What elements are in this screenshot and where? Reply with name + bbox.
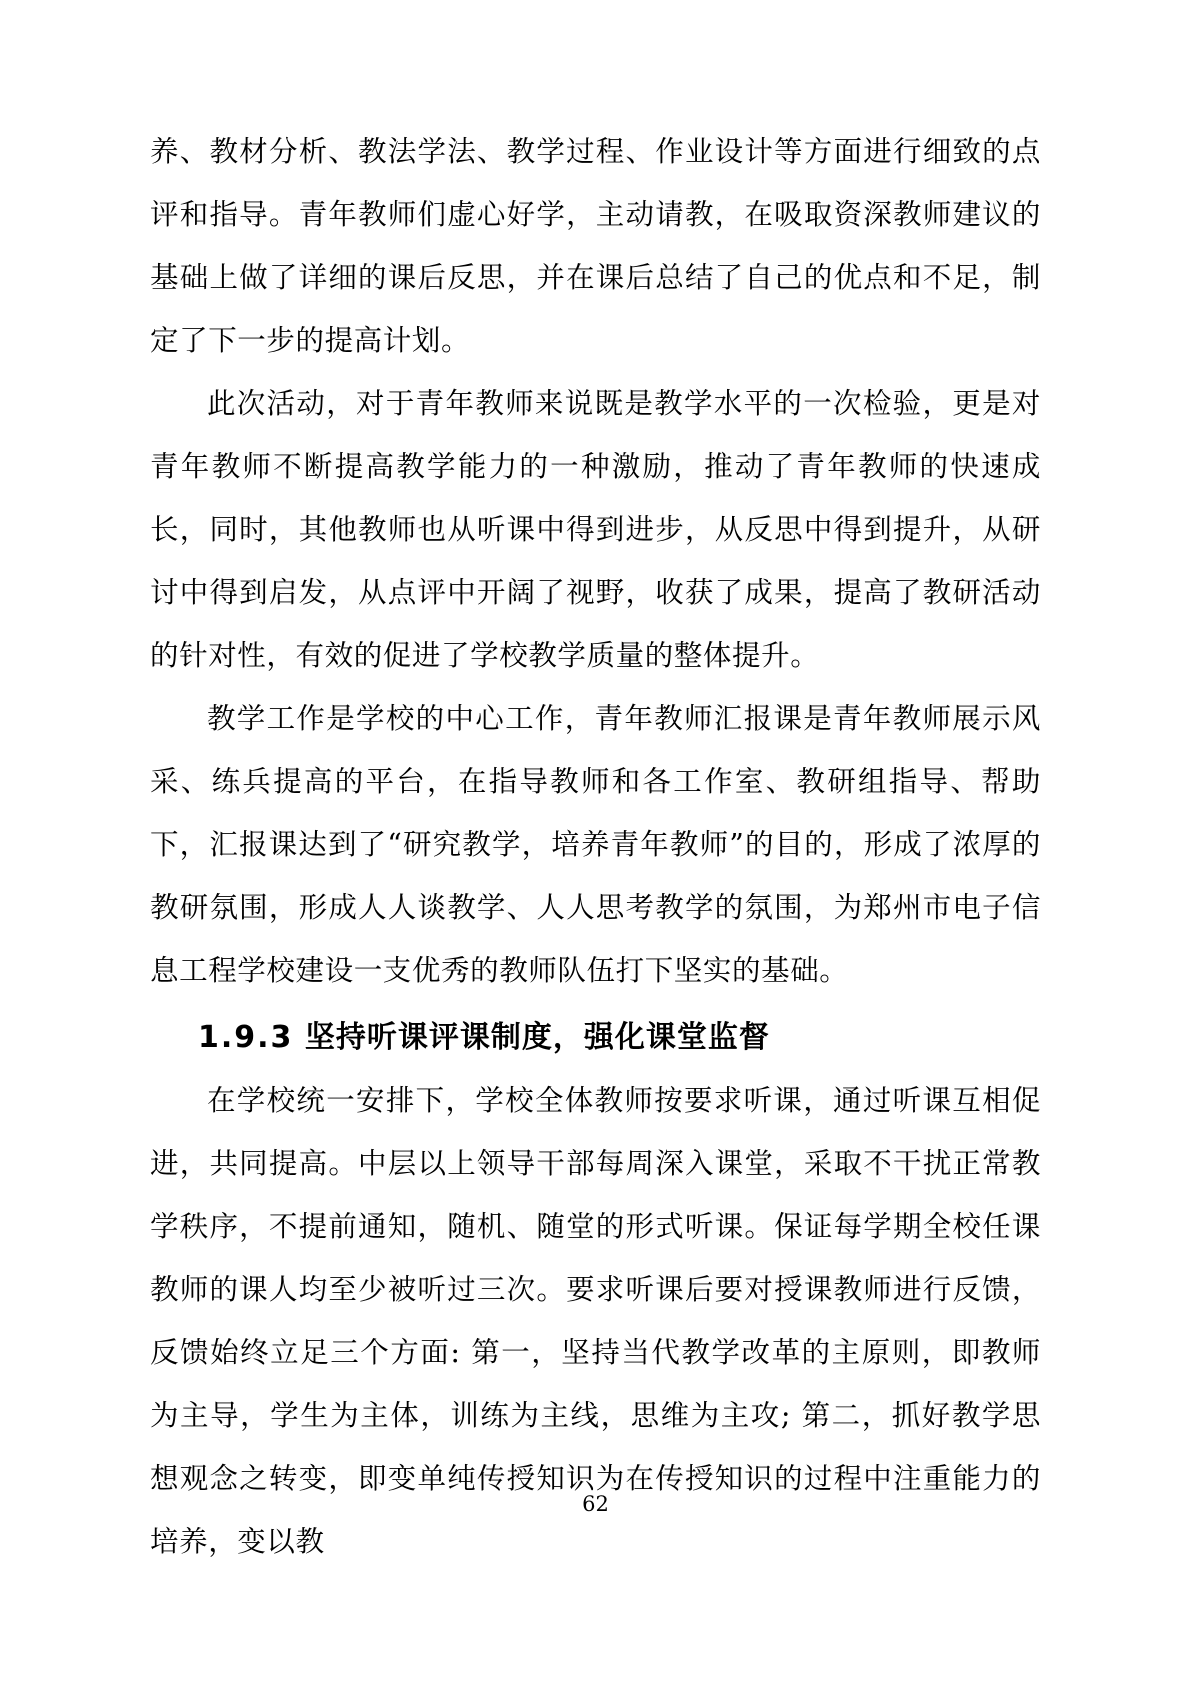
paragraph-1: 养、教材分析、教法学法、教学过程、作业设计等方面进行细致的点评和指导。青年教师们虚心好学，主动请教，在吸取资深教师建议的基础上做了详细的课后反思，并在课后总结了自己的优点和不足，制定了下一步的提高计划。 — [150, 135, 1041, 357]
paragraph-2: 此次活动，对于青年教师来说既是教学水平的一次检验，更是对青年教师不断提高教学能力的一种激励，推动了青年教师的快速成长，同时，其他教师也从听课中得到进步，从反思中得到提升，从研讨中得到启发，从点评中开阔了视野，收获了成果，提高了教研活动的针对性，有效的促进了学校教学质量的整体提升。 — [150, 387, 1041, 672]
section-heading-number: 1.9.3 — [198, 1020, 294, 1055]
paragraph-4: 在学校统一安排下，学校全体教师按要求听课，通过听课互相促进，共同提高。中层以上领导干部每周深入课堂，采取不干扰正常教学秩序，不提前通知，随机、随堂的形式听课。保证每学期全校任课教师的课人均至少被听过三次。要求听课后要对授课教师进行反馈，反馈始终立足三个方面: 第一，坚持当代教学改革的主原则，即教师为主导，学生为主体，训练为主线，思维为主攻; 第二，抓好教学思想观念之转变，即变单纯传授知识为在传授知识的过程中注重能力的培养，变以教 — [150, 1084, 1041, 1558]
page-number: 62 — [582, 1492, 609, 1516]
section-heading-title: 坚持听课评课制度，强化课堂监督 — [304, 1020, 770, 1055]
section-heading — [150, 1006, 1041, 1069]
page-bottom-spacer — [150, 1573, 1041, 1624]
paragraph-3: 教学工作是学校的中心工作，青年教师汇报课是青年教师展示风采、练兵提高的平台，在指导教师和各工作室、教研组指导、帮助下，汇报课达到了“研究教学，培养青年教师”的目的，形成了浓厚的教研氛围，形成人人谈教学、人人思考教学的氛围，为郑州市电子信息工程学校建设一支优秀的教师队伍打下坚实的基础。 — [150, 702, 1041, 987]
